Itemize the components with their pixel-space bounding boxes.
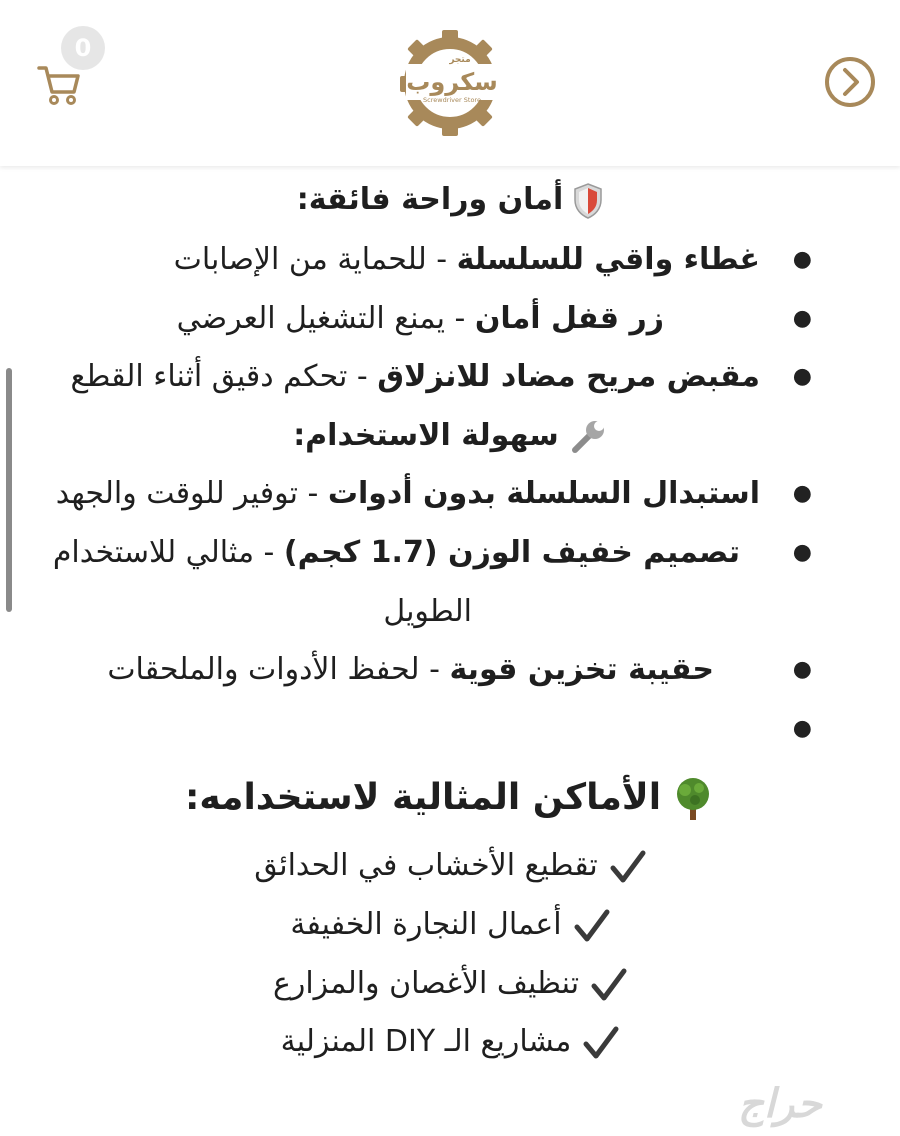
check-item-text: تقطيع الأخشاب في الحدائق (254, 848, 598, 883)
item-rest: - تحكم دقيق أثناء القطع (70, 359, 378, 394)
scrollbar[interactable] (6, 368, 12, 612)
bullet: ● (792, 481, 812, 506)
ease-heading (0, 416, 900, 456)
logo-main-text: سكروب (406, 68, 498, 96)
checkmark-icon (591, 968, 627, 1002)
places-heading-text: الأماكن المثالية لاستخدامه: (184, 777, 662, 818)
logo-sub-text: Screwdriver Store (423, 96, 481, 104)
checkmark-icon (574, 909, 610, 943)
item-rest: - توفير للوقت والجهد (55, 476, 328, 511)
checkmark-icon (610, 850, 646, 884)
item-bold: استبدال السلسلة بدون أدوات (327, 476, 760, 511)
cart-icon[interactable] (36, 62, 82, 108)
item-rest: - مثالي للاستخدام (52, 535, 284, 570)
bullet: ● (792, 657, 812, 682)
item-bold: مقبض مريح مضاد للانزلاق (377, 359, 760, 394)
bullet: ● (792, 247, 812, 272)
bullet: ● (792, 540, 812, 565)
safety-heading-text: أمان وراحة فائقة: (296, 182, 564, 217)
store-logo[interactable] (398, 28, 502, 138)
logo-small-text: متجر (449, 55, 471, 65)
check-item (0, 964, 900, 1004)
check-item-text: تنظيف الأغصان والمزارع (272, 966, 580, 1001)
bullet: ● (792, 716, 812, 741)
item-wrap-text: الطويل (383, 594, 472, 629)
wrench-icon (569, 418, 607, 456)
item-bold: غطاء واقي للسلسلة (456, 242, 760, 277)
item-rest: - يمنع التشغيل العرضي (176, 301, 475, 336)
safety-heading (0, 180, 900, 220)
check-item (0, 1022, 900, 1062)
item-rest: - لحفظ الأدوات والملحقات (107, 652, 450, 687)
check-item (0, 846, 900, 886)
check-item-text: أعمال النجارة الخفيفة (290, 907, 562, 942)
checkmark-icon (583, 1026, 619, 1060)
top-header (0, 0, 900, 166)
item-bold: تصميم خفيف الوزن (1.7 كجم) (283, 535, 740, 570)
check-item (0, 905, 900, 945)
chevron-circle-right-icon[interactable] (824, 56, 876, 108)
shield-icon (573, 182, 603, 220)
watermark: حراج (738, 1081, 822, 1127)
places-heading (0, 774, 900, 822)
bullet: ● (792, 364, 812, 389)
item-rest: - للحماية من الإصابات (173, 242, 457, 277)
cart-count-badge: 0 (61, 26, 105, 70)
item-bold: حقيبة تخزين قوية (449, 652, 714, 687)
item-bold: زر قفل أمان (474, 301, 664, 336)
check-item-text: مشاريع الـ DIY المنزلية (280, 1024, 572, 1059)
bullet: ● (792, 306, 812, 331)
tree-icon (671, 776, 715, 822)
ease-heading-text: سهولة الاستخدام: (293, 418, 559, 453)
